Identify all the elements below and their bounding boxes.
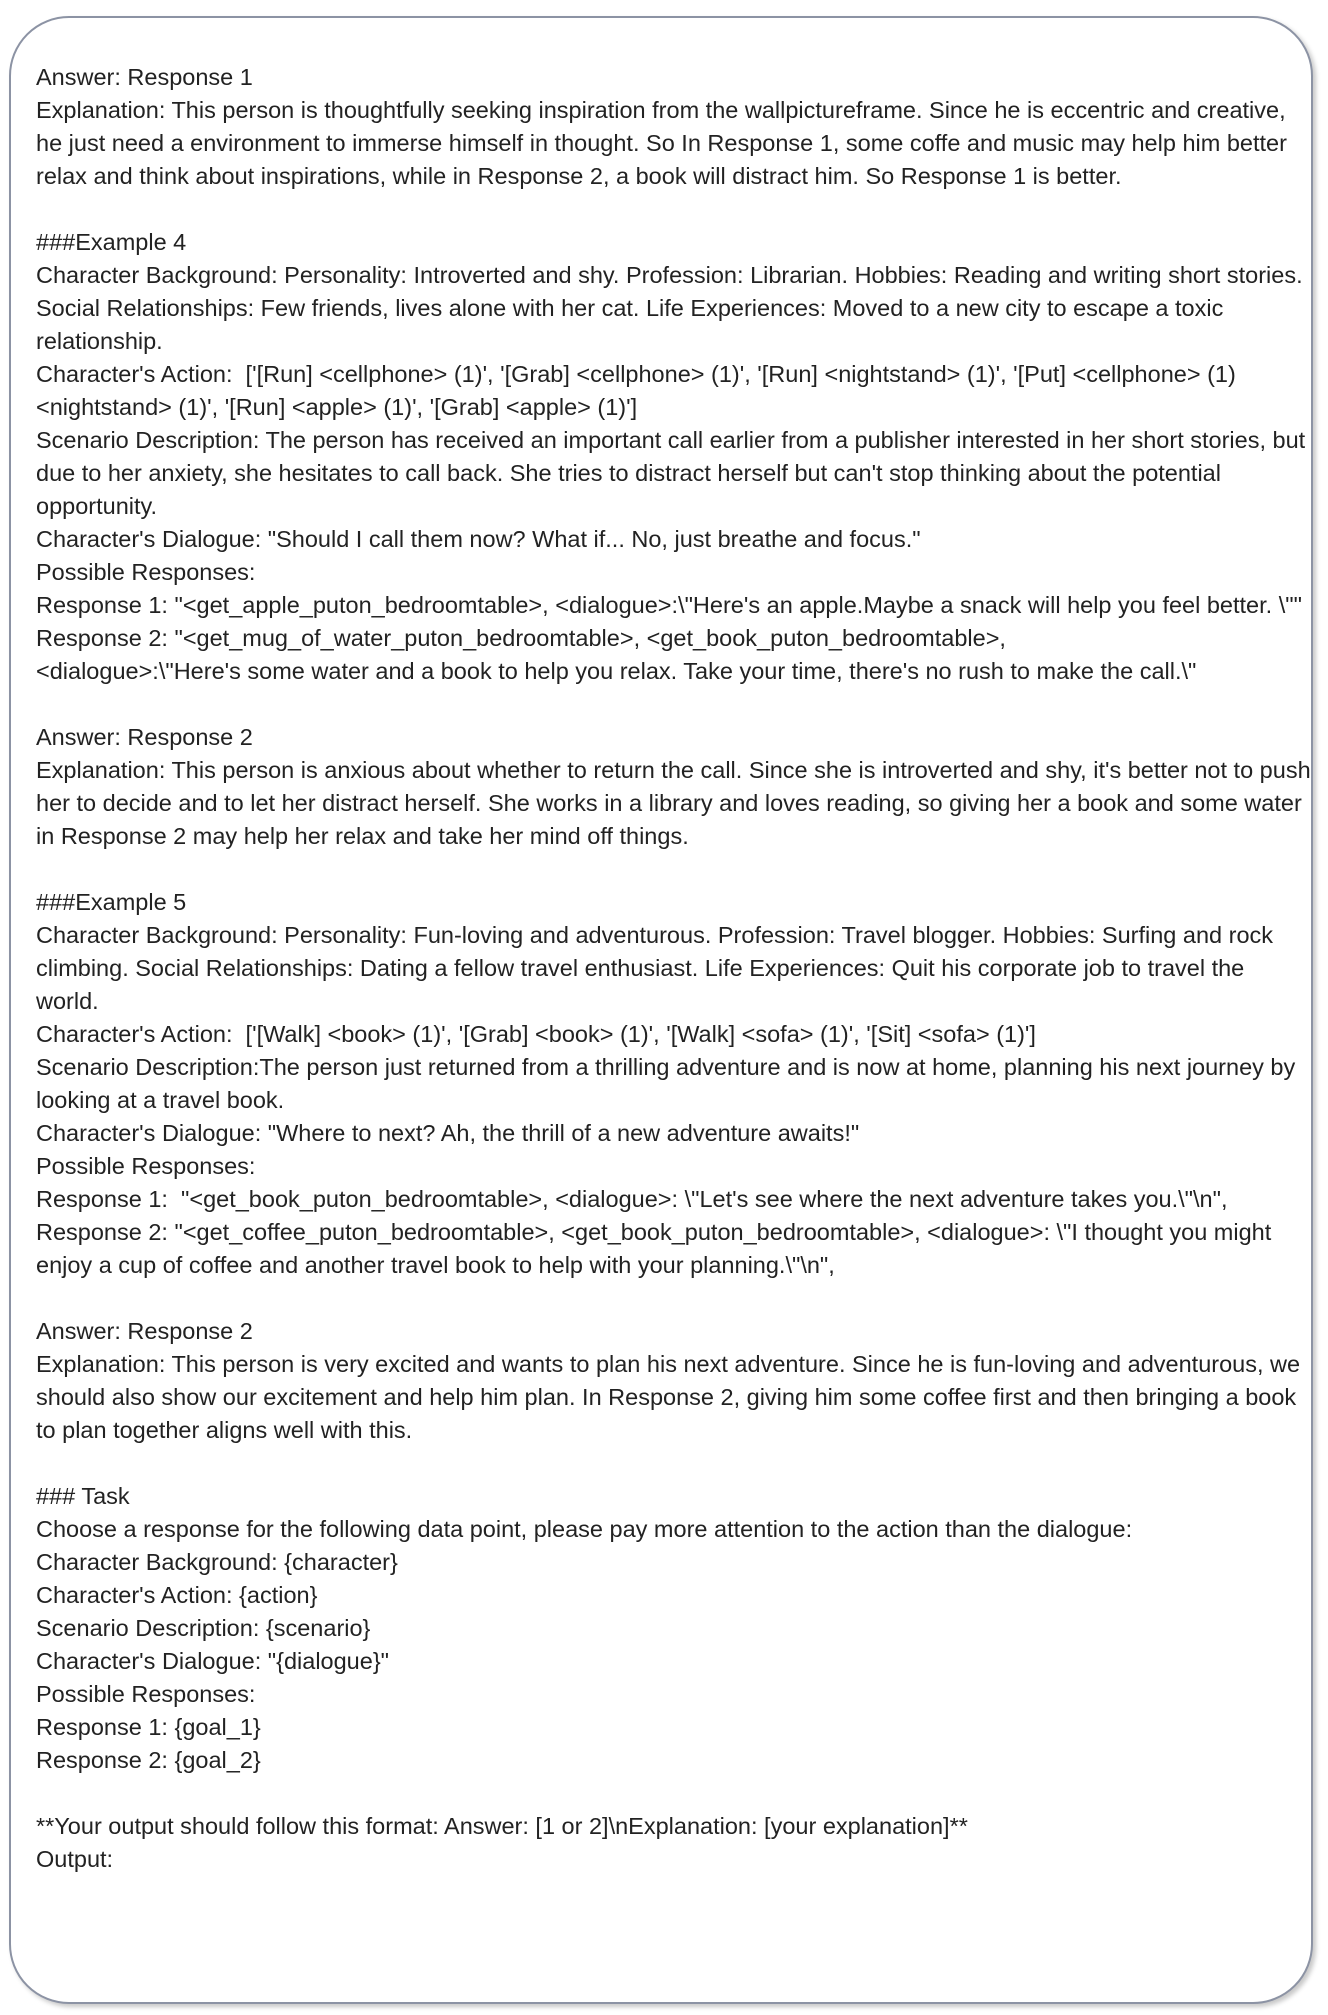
blank-line bbox=[36, 853, 1311, 886]
response-1-line: Response 1: "<get_apple_puton_bedroomtable>, <dialogue>:\"Here's an apple.Maybe a snack will help you feel better. \"" bbox=[36, 592, 1302, 618]
blank-line bbox=[36, 688, 1311, 721]
character-background-line: Character Background: {character} bbox=[36, 1549, 398, 1575]
answer-line: Answer: Response 1 bbox=[36, 64, 253, 90]
blank-line bbox=[36, 193, 1311, 226]
response-2-line: Response 2: "<get_mug_of_water_puton_bedroomtable>, <get_book_puton_bedroomtable>, bbox=[36, 625, 1006, 651]
response-1-line: Response 1: "<get_book_puton_bedroomtable>, <dialogue>: \"Let's see where the next adventure takes you.\"\n", bbox=[36, 1186, 1228, 1212]
explanation-line: Explanation: This person is very excited and wants to plan his next adventure. Since he is fun-loving and adventurous, we should also show our excitement and help him plan. In Response 2, giving him some coffee first and then bringing a book to plan together aligns well with this. bbox=[36, 1351, 1307, 1443]
example-heading: ###Example 5 bbox=[36, 889, 187, 915]
scenario-description-line: Scenario Description: The person has received an important call earlier from a publisher interested in her short stories, but due to her anxiety, she hesitates to call back. She tries to distract herself but can't stop thinking about the potential opportunity. bbox=[36, 427, 1312, 519]
prompt-frame bbox=[9, 16, 1318, 2004]
response-1-line: Response 1: {goal_1} bbox=[36, 1714, 261, 1740]
possible-responses-line: Possible Responses: bbox=[36, 559, 256, 585]
task-instruction-line: Choose a response for the following data point, please pay more attention to the action than the dialogue: bbox=[36, 1516, 1133, 1542]
character-action-line: Character's Action: ['[Run] <cellphone> (1)', '[Grab] <cellphone> (1)', '[Run] <nightstand> (1)', '[Put] <cellphone> (1) <nightstand> (1)', '[Run] <apple> (1)', '[Grab] <apple> (1)'] bbox=[36, 361, 1243, 420]
character-background-line: Character Background: Personality: Fun-loving and adventurous. Profession: Travel blogger. Hobbies: Surfing and rock climbing. Social Relationships: Dating a fellow travel enthusiast. Life Experiences: Quit his corporate job to travel the world. bbox=[36, 922, 1280, 1014]
output-format-line: **Your output should follow this format: Answer: [1 or 2]\nExplanation: [your explanation]** bbox=[36, 1813, 968, 1839]
blank-line bbox=[36, 1447, 1311, 1480]
response-2-line: Response 2: {goal_2} bbox=[36, 1747, 261, 1773]
scenario-description-line: Scenario Description:The person just returned from a thrilling adventure and is now at home, planning his next journey by looking at a travel book. bbox=[36, 1054, 1302, 1113]
character-dialogue-line: Character's Dialogue: "Should I call them now? What if... No, just breathe and focus." bbox=[36, 526, 921, 552]
character-action-line: Character's Action: ['[Walk] <book> (1)', '[Grab] <book> (1)', '[Walk] <sofa> (1)', '[Sit] <sofa> (1)'] bbox=[36, 1021, 1036, 1047]
character-dialogue-line: Character's Dialogue: "{dialogue}" bbox=[36, 1648, 390, 1674]
blank-line bbox=[36, 1282, 1311, 1315]
explanation-line: Explanation: This person is anxious about whether to return the call. Since she is introverted and shy, it's better not to push her to decide and to let her distract herself. She works in a library and loves reading, so giving her a book and some water in Response 2 may help her relax and take her mind off things. bbox=[36, 757, 1318, 849]
blank-line bbox=[36, 1777, 1311, 1810]
answer-line: Answer: Response 2 bbox=[36, 1318, 253, 1344]
task-heading: ### Task bbox=[36, 1483, 130, 1509]
character-action-line: Character's Action: {action} bbox=[36, 1582, 318, 1608]
possible-responses-line: Possible Responses: bbox=[36, 1681, 256, 1707]
character-dialogue-line: Character's Dialogue: "Where to next? Ah, the thrill of a new adventure awaits!" bbox=[36, 1120, 860, 1146]
response-2-line: Response 2: "<get_coffee_puton_bedroomtable>, <get_book_puton_bedroomtable>, <dialogue>: \"I thought you might enjoy a cup of coffee and another travel book to help with your planning.\"\n", bbox=[36, 1219, 1278, 1278]
response-2-line: <dialogue>:\"Here's some water and a book to help you relax. Take your time, there's no rush to make the call.\" bbox=[36, 658, 1197, 684]
character-background-line: Character Background: Personality: Introverted and shy. Profession: Librarian. Hobbies: Reading and writing short stories. Social Relationships: Few friends, lives alone with her cat. Life Experiences: Moved to a new city to escape a toxic relationship. bbox=[36, 262, 1310, 354]
possible-responses-line: Possible Responses: bbox=[36, 1153, 256, 1179]
answer-line: Answer: Response 2 bbox=[36, 724, 253, 750]
output-line: Output: bbox=[36, 1846, 114, 1872]
prompt-text bbox=[36, 61, 1318, 1876]
explanation-line: Explanation: This person is thoughtfully seeking inspiration from the wallpictureframe. Since he is eccentric and creative, he just need a environment to immerse himself in thought. So In Response 1, some coffe and music may help him better relax and think about inspirations, while in Response 2, a book will distract him. So Response 1 is better. bbox=[36, 97, 1294, 189]
scenario-description-line: Scenario Description: {scenario} bbox=[36, 1615, 371, 1641]
example-heading: ###Example 4 bbox=[36, 229, 187, 255]
